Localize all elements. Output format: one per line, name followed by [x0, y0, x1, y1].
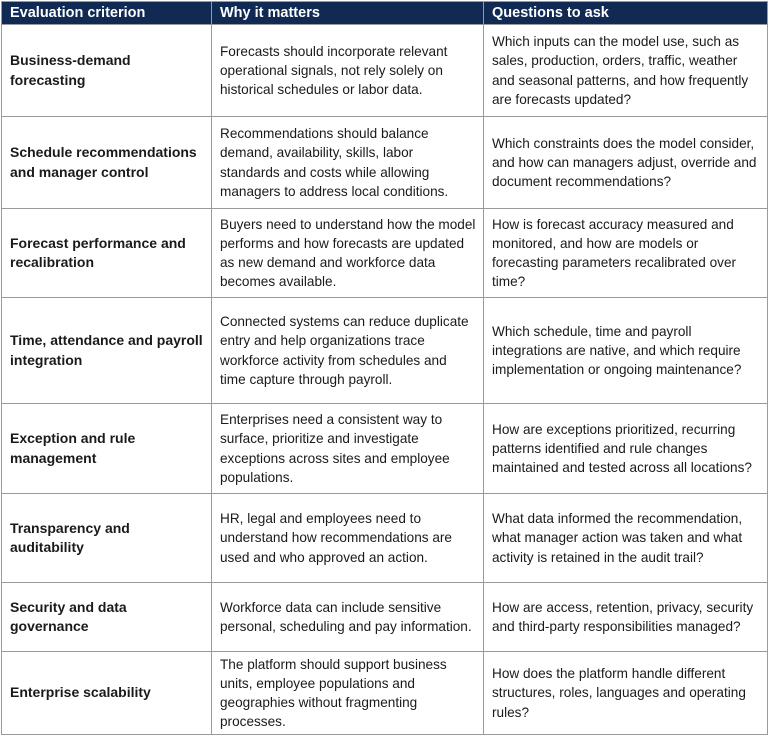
- criterion-cell: Time, attendance and payroll integration: [2, 298, 212, 404]
- why-cell: Workforce data can include sensitive personal, scheduling and pay information.: [212, 583, 484, 652]
- evaluation-criteria-table: [1, 1, 768, 735]
- table-row: [2, 494, 768, 583]
- table-header-row: [2, 2, 768, 25]
- criterion-cell: Enterprise scalability: [2, 652, 212, 735]
- criterion-cell: Transparency and auditability: [2, 494, 212, 583]
- table-row: [2, 117, 768, 209]
- questions-cell: Which schedule, time and payroll integrations are native, and which require implementation or ongoing maintenance?: [484, 298, 768, 404]
- criterion-cell: Schedule recommendations and manager control: [2, 117, 212, 209]
- header-why-it-matters: Why it matters: [212, 2, 484, 25]
- header-questions-to-ask: Questions to ask: [484, 2, 768, 25]
- why-cell: The platform should support business units, employee populations and geographies without fragmenting processes.: [212, 652, 484, 735]
- table-row: [2, 209, 768, 298]
- table-row: [2, 583, 768, 652]
- questions-cell: How are access, retention, privacy, security and third-party responsibilities managed?: [484, 583, 768, 652]
- why-cell: Enterprises need a consistent way to surface, prioritize and investigate exceptions across sites and employee populations.: [212, 404, 484, 494]
- table-row: [2, 25, 768, 117]
- questions-cell: How is forecast accuracy measured and monitored, and how are models or forecasting parameters recalibrated over time?: [484, 209, 768, 298]
- why-cell: HR, legal and employees need to understand how recommendations are used and who approved an action.: [212, 494, 484, 583]
- questions-cell: What data informed the recommendation, what manager action was taken and what activity is retained in the audit trail?: [484, 494, 768, 583]
- questions-cell: How does the platform handle different structures, roles, languages and operating rules?: [484, 652, 768, 735]
- criterion-cell: Forecast performance and recalibration: [2, 209, 212, 298]
- evaluation-table-container: [0, 1, 770, 742]
- criterion-cell: Exception and rule management: [2, 404, 212, 494]
- why-cell: Buyers need to understand how the model performs and how forecasts are updated as new demand and workforce data becomes available.: [212, 209, 484, 298]
- why-cell: Forecasts should incorporate relevant operational signals, not rely solely on historical schedules or labor data.: [212, 25, 484, 117]
- questions-cell: Which constraints does the model consider, and how can managers adjust, override and document recommendations?: [484, 117, 768, 209]
- table-row: [2, 404, 768, 494]
- why-cell: Recommendations should balance demand, availability, skills, labor standards and costs while allowing managers to address local conditions.: [212, 117, 484, 209]
- criterion-cell: Business-demand forecasting: [2, 25, 212, 117]
- questions-cell: Which inputs can the model use, such as sales, production, orders, traffic, weather and seasonal patterns, and how frequently are forecasts updated?: [484, 25, 768, 117]
- criterion-cell: Security and data governance: [2, 583, 212, 652]
- questions-cell: How are exceptions prioritized, recurring patterns identified and rule changes maintained and tested across all locations?: [484, 404, 768, 494]
- table-row: [2, 298, 768, 404]
- table-row: [2, 652, 768, 735]
- header-evaluation-criterion: Evaluation criterion: [2, 2, 212, 25]
- why-cell: Connected systems can reduce duplicate entry and help organizations trace workforce activity from schedules and time capture through payroll.: [212, 298, 484, 404]
